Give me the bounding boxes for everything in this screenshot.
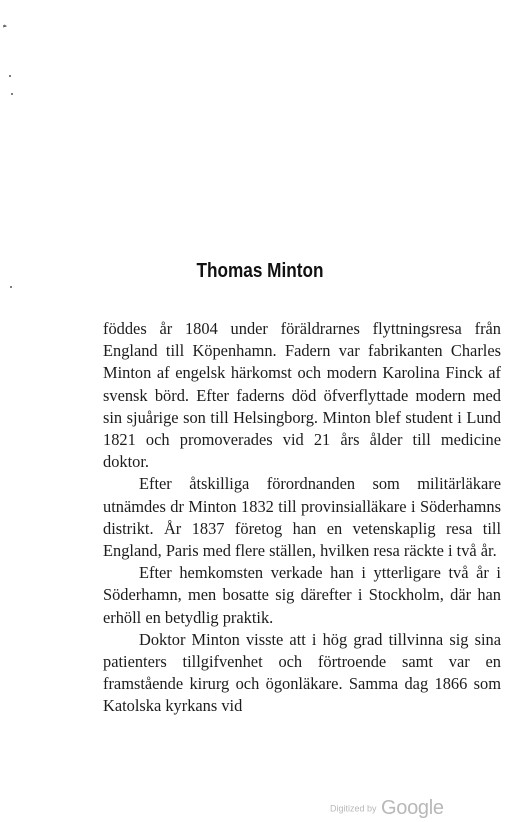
watermark-prefix: Digitized by (330, 803, 377, 814)
scan-speck (10, 286, 12, 288)
paragraph: Efter åtskilliga förordnanden som militärläkare utnämdes dr Minton 1832 till provinsialläkare i Söderhamns distrikt. År 1837 företog han en vetenskaplig resa till England, Paris med flere ställen, hvilken resa räckte i två år. (103, 474, 501, 561)
scan-speck (9, 75, 11, 77)
paragraph: Efter hemkomsten verkade han i ytterligare två år i Söderhamn, men bosatte sig därefter i Stockholm, där han erhöll en betydlig praktik. (103, 563, 501, 627)
paragraph: Doktor Minton visste att i hög grad tillvinna sig sina patienters tillgifvenhet och förtroende samt var en framstående kirurg och ögonläkare. Samma dag 1866 som Katolska kyrkans vid (103, 629, 501, 716)
scan-speck (11, 93, 13, 95)
body-text (103, 318, 501, 718)
digitized-watermark (330, 797, 444, 820)
corner-mark: ᵖˡᵃ (3, 24, 7, 30)
page-title: Thomas Minton (196, 260, 324, 282)
watermark-brand: Google (380, 797, 444, 819)
paragraph: föddes år 1804 under föräldrarnes flyttningsresa från England till Köpenhamn. Fadern var fabrikanten Charles Minton af engelsk härkomst och modern Karolina Finck af svensk börd. Efter faderns död öfverflyttade modern med sin sjuårige son till Helsingborg. Minton blef student i Lund 1821 och promoverades vid 21 års ålder till medicine doktor. (103, 319, 501, 472)
